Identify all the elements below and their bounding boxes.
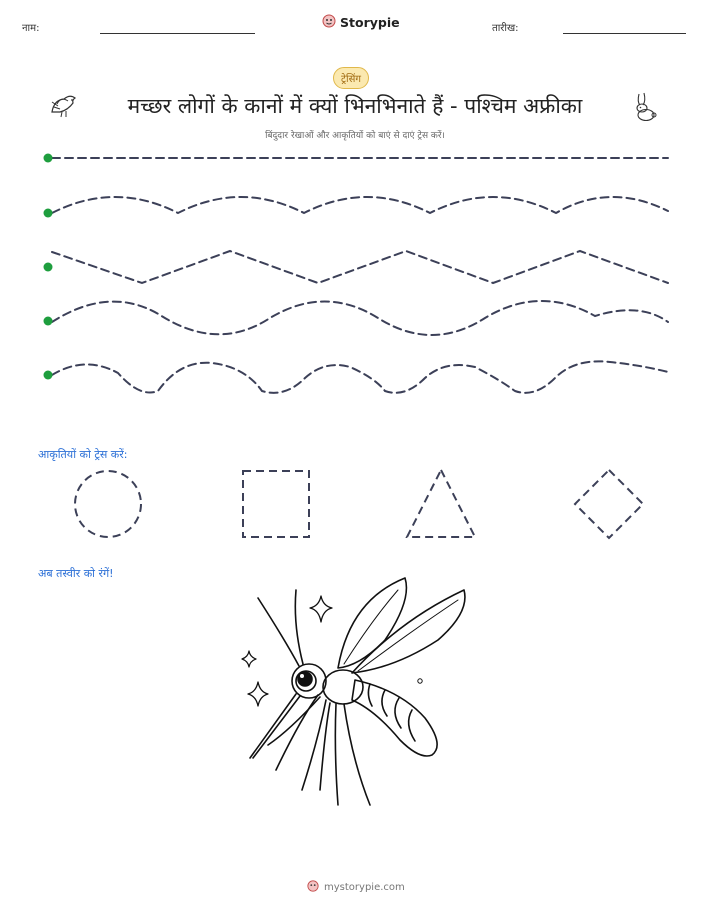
start-dot-1 [44, 154, 53, 163]
color-heading: अब तस्वीर को रंगें! [38, 567, 114, 580]
start-dot-3 [44, 263, 53, 272]
trace-diamond[interactable] [575, 470, 643, 538]
date-label: तारीख: [492, 23, 519, 34]
footer [307, 880, 405, 895]
trace-triangle[interactable] [407, 470, 475, 537]
page-title: मच्छर लोगों के कानों में क्यों भिनभिनाते हैं - पश्चिम अफ्रीका [127, 94, 583, 118]
brand-name: Storypie [340, 15, 400, 30]
tracing-line-wave-3[interactable] [52, 361, 668, 392]
trace-square[interactable] [243, 471, 309, 537]
trace-circle[interactable] [75, 471, 141, 537]
tracing-line-wave-1[interactable] [52, 197, 668, 213]
instructions-text: बिंदुदार रेखाओं और आकृतियों को बाएं से दाएं ट्रेस करें। [265, 131, 445, 141]
start-dot-2 [44, 209, 53, 218]
name-label: नाम: [22, 23, 40, 34]
shapes-heading: आकृतियों को ट्रेस करें: [38, 448, 128, 461]
mosquito-illustration[interactable] [242, 578, 465, 805]
start-dot-5 [44, 371, 53, 380]
tracing-line-wave-2[interactable] [52, 301, 668, 335]
footer-link[interactable]: mystorypie.com [324, 882, 405, 893]
tracing-badge: ट्रेसिंग [333, 67, 369, 89]
start-dot-4 [44, 317, 53, 326]
tracing-line-zigzag[interactable] [52, 251, 668, 283]
storypie-footer-icon [307, 880, 319, 895]
